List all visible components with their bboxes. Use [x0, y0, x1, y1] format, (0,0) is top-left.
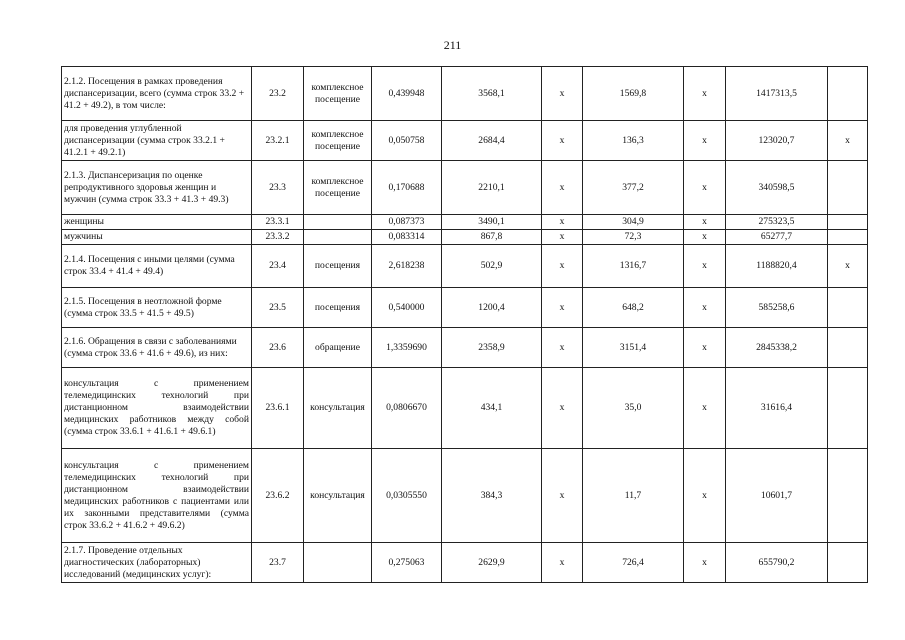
page-number: 211: [443, 38, 462, 52]
table-body: [62, 67, 868, 583]
row-unit: посещения: [304, 245, 372, 288]
row-x-2: х: [684, 288, 726, 328]
row-unit: комплексное посещение: [304, 121, 372, 161]
table-row: [62, 368, 868, 449]
row-value-4: 123020,7: [726, 121, 828, 161]
row-x-2: х: [684, 121, 726, 161]
table-row: [62, 543, 868, 583]
row-name: 2.1.6. Обращения в связи с заболеваниями (сумма строк 33.6 + 41.6 + 49.6), из них:: [62, 328, 252, 368]
row-last: [828, 288, 868, 328]
row-x-1: х: [542, 230, 583, 245]
row-value-3: 136,3: [583, 121, 684, 161]
row-code: 23.2.1: [252, 121, 304, 161]
row-value-1: 0,0305550: [372, 449, 442, 543]
row-x-1: х: [542, 449, 583, 543]
row-value-1: 0,439948: [372, 67, 442, 121]
row-value-3: 3151,4: [583, 328, 684, 368]
row-value-3: 35,0: [583, 368, 684, 449]
row-x-1: х: [542, 368, 583, 449]
row-x-2: х: [684, 67, 726, 121]
row-name: для проведения углубленной диспансеризации (сумма строк 33.2.1 + 41.2.1 + 49.2.1): [62, 121, 252, 161]
table-row: [62, 161, 868, 215]
data-table: [61, 66, 868, 583]
table-row: [62, 328, 868, 368]
row-value-2: 1200,4: [442, 288, 542, 328]
row-value-4: 10601,7: [726, 449, 828, 543]
row-value-4: 31616,4: [726, 368, 828, 449]
row-unit: [304, 543, 372, 583]
row-value-4: 2845338,2: [726, 328, 828, 368]
row-value-3: 72,3: [583, 230, 684, 245]
row-value-2: 3568,1: [442, 67, 542, 121]
row-last: [828, 161, 868, 215]
row-value-2: 2210,1: [442, 161, 542, 215]
row-unit: посещения: [304, 288, 372, 328]
row-x-2: х: [684, 449, 726, 543]
row-value-2: 2629,9: [442, 543, 542, 583]
row-value-4: 1417313,5: [726, 67, 828, 121]
row-name: 2.1.5. Посещения в неотложной форме (сумма строк 33.5 + 41.5 + 49.5): [62, 288, 252, 328]
row-code: 23.3.2: [252, 230, 304, 245]
row-code: 23.2: [252, 67, 304, 121]
table-row: [62, 230, 868, 245]
row-value-1: 1,3359690: [372, 328, 442, 368]
row-x-1: х: [542, 67, 583, 121]
row-value-1: 0,087373: [372, 215, 442, 230]
row-value-4: 65277,7: [726, 230, 828, 245]
row-unit: обращение: [304, 328, 372, 368]
row-value-4: 585258,6: [726, 288, 828, 328]
table-row: [62, 245, 868, 288]
table-row: [62, 288, 868, 328]
row-code: 23.7: [252, 543, 304, 583]
row-value-3: 1316,7: [583, 245, 684, 288]
row-value-3: 377,2: [583, 161, 684, 215]
row-value-2: 867,8: [442, 230, 542, 245]
row-name: консультация с применением телемедицинских технологий при дистанционном взаимодействии медицинских работников между собой (сумма строк 33.6.1 + 41.6.1 + 49.6.1): [62, 368, 252, 449]
row-x-1: х: [542, 543, 583, 583]
row-value-4: 275323,5: [726, 215, 828, 230]
row-x-1: х: [542, 121, 583, 161]
row-last: [828, 215, 868, 230]
row-value-2: 3490,1: [442, 215, 542, 230]
row-name: 2.1.4. Посещения с иными целями (сумма строк 33.4 + 41.4 + 49.4): [62, 245, 252, 288]
row-last: [828, 368, 868, 449]
row-name: 2.1.7. Проведение отдельных диагностических (лабораторных) исследований (медицинских услуг):: [62, 543, 252, 583]
row-unit: консультация: [304, 368, 372, 449]
row-x-2: х: [684, 368, 726, 449]
row-value-1: 0,540000: [372, 288, 442, 328]
row-last: [828, 328, 868, 368]
row-value-1: 0,050758: [372, 121, 442, 161]
row-x-2: х: [684, 161, 726, 215]
row-value-3: 304,9: [583, 215, 684, 230]
row-value-2: 384,3: [442, 449, 542, 543]
row-x-2: х: [684, 215, 726, 230]
row-code: 23.5: [252, 288, 304, 328]
row-value-3: 726,4: [583, 543, 684, 583]
row-value-3: 648,2: [583, 288, 684, 328]
row-value-3: 11,7: [583, 449, 684, 543]
row-x-2: х: [684, 543, 726, 583]
row-name: мужчины: [62, 230, 252, 245]
row-x-1: х: [542, 328, 583, 368]
row-value-2: 2358,9: [442, 328, 542, 368]
row-last: [828, 67, 868, 121]
row-value-1: 2,618238: [372, 245, 442, 288]
row-unit: консультация: [304, 449, 372, 543]
row-code: 23.3.1: [252, 215, 304, 230]
row-name: 2.1.2. Посещения в рамках проведения диспансеризации, всего (сумма строк 33.2 + 41.2 + 49.2), в том числе:: [62, 67, 252, 121]
row-unit: [304, 215, 372, 230]
row-value-1: 0,275063: [372, 543, 442, 583]
row-unit: комплексное посещение: [304, 161, 372, 215]
row-value-1: 0,170688: [372, 161, 442, 215]
table-row: [62, 215, 868, 230]
row-last: [828, 230, 868, 245]
row-code: 23.6.2: [252, 449, 304, 543]
row-name: консультация с применением телемедицинских технологий при дистанционном взаимодействии медицинских работников с пациентами или их законными представителями (сумма строк 33.6.2 + 41.6.2 + 49.6.2): [62, 449, 252, 543]
row-value-1: 0,083314: [372, 230, 442, 245]
row-value-4: 1188820,4: [726, 245, 828, 288]
table-row: [62, 121, 868, 161]
row-value-2: 2684,4: [442, 121, 542, 161]
row-value-1: 0,0806670: [372, 368, 442, 449]
row-last: х: [828, 121, 868, 161]
table-row: [62, 449, 868, 543]
row-x-2: х: [684, 328, 726, 368]
row-code: 23.4: [252, 245, 304, 288]
row-unit: [304, 230, 372, 245]
row-unit: комплексное посещение: [304, 67, 372, 121]
row-value-2: 434,1: [442, 368, 542, 449]
row-value-3: 1569,8: [583, 67, 684, 121]
row-x-2: х: [684, 230, 726, 245]
row-x-1: х: [542, 288, 583, 328]
row-x-1: х: [542, 161, 583, 215]
row-value-2: 502,9: [442, 245, 542, 288]
table-row: [62, 67, 868, 121]
row-x-2: х: [684, 245, 726, 288]
row-name: женщины: [62, 215, 252, 230]
row-code: 23.6: [252, 328, 304, 368]
row-last: [828, 543, 868, 583]
row-x-1: х: [542, 215, 583, 230]
row-value-4: 655790,2: [726, 543, 828, 583]
row-value-4: 340598,5: [726, 161, 828, 215]
row-last: [828, 449, 868, 543]
row-last: х: [828, 245, 868, 288]
row-code: 23.3: [252, 161, 304, 215]
row-code: 23.6.1: [252, 368, 304, 449]
row-x-1: х: [542, 245, 583, 288]
row-name: 2.1.3. Диспансеризация по оценке репродуктивного здоровья женщин и мужчин (сумма строк 33.3 + 41.3 + 49.3): [62, 161, 252, 215]
